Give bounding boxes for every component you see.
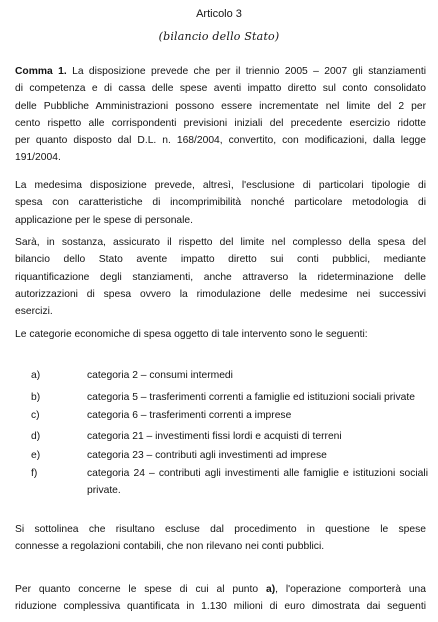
paragraph-6 [15, 581, 426, 616]
text-line: Per quanto concerne le spese di cui al punto a), l'operazione comporterà una [15, 584, 426, 595]
paragraph-2 [15, 177, 426, 229]
text-line: delle Pubbliche Amministrazioni possono essere incrementate nel limite del 2 per [15, 100, 426, 112]
text-line: per quanto disposto dal D.L. n. 168/2004, convertito, con modificazioni, dalla legge [15, 135, 426, 147]
paragraph-5 [15, 521, 426, 556]
list-item-letter: e) [31, 450, 41, 461]
list-item: categoria 21 – investimenti fissi lordi e acquisti di terreni [87, 431, 342, 442]
text-line: cento rispetto alle corrispondenti previsioni iniziali del precedente esercizio ridotte [15, 117, 426, 129]
list-item-letter: f) [31, 468, 38, 479]
list-item: categoria 23 – contributi agli investimenti ad imprese [87, 450, 327, 461]
text-line: La medesima disposizione prevede, altresì, l'esclusione di particolari tipologie di [15, 180, 426, 191]
text-line: applicazione per le spese di personale. [15, 214, 194, 226]
list-item: categoria 5 – trasferimenti correnti a famiglie ed istituzioni sociali private [87, 392, 415, 403]
text-line: riquantificazione degli stanziamenti, anche attraverso la rideterminazione delle [15, 271, 426, 283]
list-item-letter: d) [31, 431, 41, 442]
text-line: Sarà, in sostanza, assicurato il rispetto del limite nel complesso della spesa del [15, 237, 426, 248]
list-item-letter: c) [31, 410, 40, 421]
paragraph-comma-1 [15, 63, 426, 167]
list-item: categoria 24 – contributi agli investimenti alle famiglie e istituzioni sociali private. [87, 468, 428, 497]
paragraph-4 [15, 326, 426, 343]
text-line: riduzione complessiva quantificata in 1.130 milioni di euro dimostrata dai seguenti [15, 601, 426, 613]
list-item-letter: b) [31, 392, 41, 403]
text-line: autorizzazioni di spesa ovvero la rimodulazione delle medesime nei successivi [15, 288, 426, 300]
list-item: categoria 6 – trasferimenti correnti a imprese [87, 410, 292, 421]
text-line: Si sottolinea che risultano escluse dal procedimento in questione le spese [15, 524, 426, 535]
list-item: categoria 2 – consumi intermedi [87, 370, 233, 381]
text-line: connesse a regolazioni contabili, che non rilevano nei conti pubblici. [15, 541, 325, 553]
text-line: di competenza e di cassa delle spese aventi impatto diretto sul conto consolidato [15, 83, 426, 95]
comma-label: Comma 1. [15, 66, 67, 77]
text-line: Comma 1. La disposizione prevede che per il triennio 2005 – 2007 gli stanziamenti [15, 66, 427, 77]
text-line: esercizi. [15, 306, 53, 318]
text-line: Le categorie economiche di spesa oggetto di tale intervento sono le seguenti: [15, 329, 368, 340]
article-subtitle: (bilancio dello Stato) [158, 30, 280, 43]
list-item-letter: a) [31, 370, 41, 381]
text-line: 191/2004. [15, 152, 61, 164]
text-line: spesa con caratteristiche di incomprimibilità nonché particolare metodologia di [15, 197, 426, 209]
article-title: Articolo 3 [196, 8, 242, 20]
text-line: bilancio dello Stato avente impatto diretto sui conti pubblici, mediante [15, 254, 426, 266]
paragraph-3 [15, 234, 426, 320]
